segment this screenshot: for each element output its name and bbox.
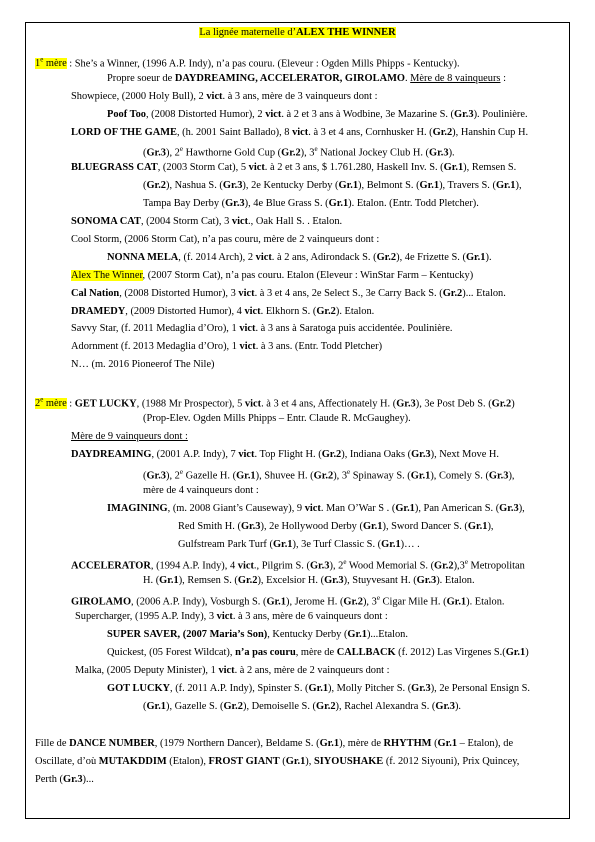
text-line: GOT LUCKY, (f. 2011 A.P. Indy), Spinster S. (Gr.1), Molly Pitcher S. (Gr.3), 2e Personal Ensign S.	[107, 683, 530, 694]
text-line: BLUEGRASS CAT, (2003 Storm Cat), 5 vict. à 2 et 3 ans, $ 1.761.280, Haskell Inv. S. (Gr.1), Remsen S.	[71, 162, 517, 173]
text-line: Savvy Star, (f. 2011 Medaglia d’Oro), 1 vict. à 3 ans à Saratoga puis accidentée. Poulinière.	[71, 323, 453, 334]
text-line: DRAMEDY, (2009 Distorted Humor), 4 vict. Elkhorn S. (Gr.2). Etalon.	[71, 306, 375, 317]
text-line: Poof Too, (2008 Distorted Humor), 2 vict. à 2 et 3 ans à Wodbine, 3e Mazarine S. (Gr.3). Poulinière.	[107, 109, 528, 120]
text-line: IMAGINING, (m. 2008 Giant’s Causeway), 9 vict. Man O’War S . (Gr.1), Pan American S. (Gr.3),	[107, 503, 525, 514]
text-line: Fille de DANCE NUMBER, (1979 Northern Dancer), Beldame S. (Gr.1), mère de RHYTHM (Gr.1 – Etalon), de	[35, 738, 514, 749]
title-horse-name: ALEX THE WINNER	[296, 27, 396, 38]
text-line: (Gr.3), 2e Hawthorne Gold Cup (Gr.2), 3e National Jockey Club H. (Gr.3).	[143, 145, 455, 159]
text-line: DAYDREAMING, (2001 A.P. Indy), 7 vict. Top Flight H. (Gr.2), Indiana Oaks (Gr.3), Next Move H.	[71, 449, 500, 460]
text-line: N… (m. 2016 Pioneerof The Nile)	[71, 359, 215, 370]
text-line: Oscillate, d’où MUTAKDDIM (Etalon), FROST GIANT (Gr.1), SIYOUSHAKE (f. 2012 Siyouni), Prix Quincey,	[35, 756, 520, 767]
page-title	[0, 26, 595, 39]
text-line: LORD OF THE GAME, (h. 2001 Saint Ballado), 8 vict. à 3 et 4 ans, Cornhusker H. (Gr.2), Hanshin Cup H.	[71, 127, 529, 138]
text-line: Supercharger, (1995 A.P. Indy), 3 vict. à 3 ans, mère de 6 vainqueurs dont :	[75, 611, 388, 622]
text-line: 2e mère : GET LUCKY, (1988 Mr Prospector), 5 vict. à 3 et 4 ans, Affectionately H. (Gr.3), 3e Post Deb S. (Gr.2)	[35, 396, 515, 410]
text-line: Propre soeur de DAYDREAMING, ACCELERATOR, GIROLAMO. Mère de 8 vainqueurs :	[107, 73, 506, 84]
text-line: Adornment (f. 2013 Medaglia d’Oro), 1 vict. à 3 ans. (Entr. Todd Pletcher)	[71, 341, 383, 352]
text-line: Alex The Winner, (2007 Storm Cat), n’a pas couru. Etalon (Eleveur : WinStar Farm – Kentucky)	[71, 270, 474, 281]
text-line: (Prop-Elev. Ogden Mills Phipps – Entr. Claude R. McGaughey).	[143, 413, 411, 424]
text-line: mère de 4 vainqueurs dont :	[143, 485, 259, 496]
text-line: Quickest, (05 Forest Wildcat), n’a pas couru, mère de CALLBACK (f. 2012) Las Virgenes S.(Gr.1)	[107, 647, 529, 658]
text-line: NONNA MELA, (f. 2014 Arch), 2 vict. à 2 ans, Adirondack S. (Gr.2), 4e Frizette S. (Gr.1).	[107, 252, 492, 263]
text-line: Showpiece, (2000 Holy Bull), 2 vict. à 3 ans, mère de 3 vainqueurs dont :	[71, 91, 378, 102]
text-line: Perth (Gr.3)...	[35, 774, 94, 785]
text-line: (Gr.2), Nashua S. (Gr.3), 2e Kentucky Derby (Gr.1), Belmont S. (Gr.1), Travers S. (Gr.1),	[143, 180, 522, 191]
text-line: Cool Storm, (2006 Storm Cat), n’a pas couru, mère de 2 vainqueurs dont :	[71, 234, 380, 245]
text-line: Tampa Bay Derby (Gr.3), 4e Blue Grass S. (Gr.1). Etalon. (Entr. Todd Pletcher).	[143, 198, 479, 209]
text-line: Red Smith H. (Gr.3), 2e Hollywood Derby (Gr.1), Sword Dancer S. (Gr.1),	[178, 521, 494, 532]
text-line: H. (Gr.1), Remsen S. (Gr.2), Excelsior H. (Gr.3), Stuyvesant H. (Gr.3). Etalon.	[143, 575, 475, 586]
text-line: ACCELERATOR, (1994 A.P. Indy), 4 vict., Pilgrim S. (Gr.3), 2e Wood Memorial S. (Gr.2),3e Metropolitan	[71, 558, 525, 572]
text-line: GIROLAMO, (2006 A.P. Indy), Vosburgh S. (Gr.1), Jerome H. (Gr.2), 3e Cigar Mile H. (Gr.1). Etalon.	[71, 594, 505, 608]
text-line: Malka, (2005 Deputy Minister), 1 vict. à 2 ans, mère de 2 vainqueurs dont :	[75, 665, 390, 676]
text-line: SONOMA CAT, (2004 Storm Cat), 3 vict., Oak Hall S. . Etalon.	[71, 216, 343, 227]
text-line: SUPER SAVER, (2007 Maria’s Son), Kentucky Derby (Gr.1)...Etalon.	[107, 629, 408, 640]
title-prefix: La lignée maternelle d’	[199, 27, 297, 38]
text-line: 1e mère : She’s a Winner, (1996 A.P. Indy), n’a pas couru. (Eleveur : Ogden Mills Phipps - Kentucky).	[35, 56, 460, 70]
text-line: Mère de 9 vainqueurs dont :	[71, 431, 188, 442]
text-line: Gulfstream Park Turf (Gr.1), 3e Turf Classic S. (Gr.1)… .	[178, 539, 420, 550]
text-line: (Gr.3), 2e Gazelle H. (Gr.1), Shuvee H. (Gr.2), 3e Spinaway S. (Gr.1), Comely S. (Gr.3),	[143, 468, 515, 482]
text-line: Cal Nation, (2008 Distorted Humor), 3 vict. à 3 et 4 ans, 2e Select S., 3e Carry Back S. (Gr.2)... Etalon.	[71, 288, 506, 299]
text-line: (Gr.1), Gazelle S. (Gr.2), Demoiselle S. (Gr.2), Rachel Alexandra S. (Gr.3).	[143, 701, 461, 712]
